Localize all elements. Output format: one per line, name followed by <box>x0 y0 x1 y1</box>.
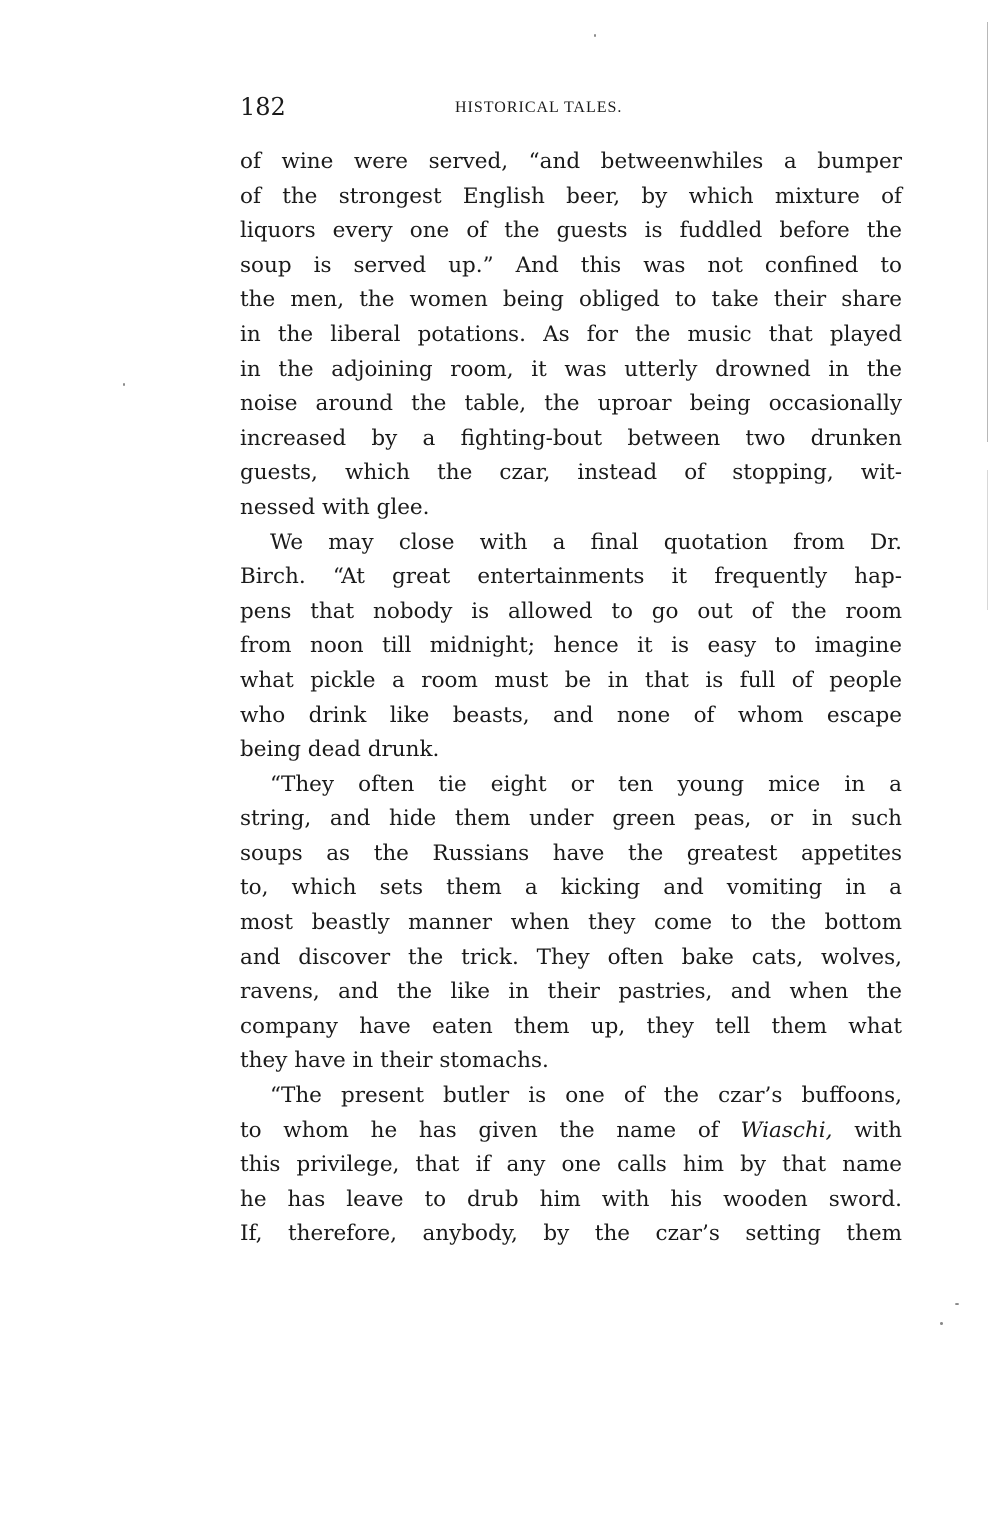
text-line: soups as the Russians have the greatest appetites <box>240 840 902 866</box>
text-line: of wine were served, “and betweenwhiles a bumper <box>240 149 902 174</box>
text-line: We may close with a final quotation from Dr. <box>270 529 902 555</box>
body-text <box>240 145 902 1252</box>
text-line: what pickle a room must be in that is full of people <box>240 667 902 693</box>
text-line: string, and hide them under green peas, or in such <box>240 806 902 832</box>
page-edge-line <box>987 470 988 610</box>
text-line: and discover the trick. They often bake cats, wolves, <box>240 944 902 970</box>
running-title: HISTORICAL TALES. <box>455 99 623 116</box>
paper-speck <box>594 34 596 37</box>
text-line: in the liberal potations. As for the music that played <box>240 321 902 347</box>
paper-speck <box>123 383 125 386</box>
text-line: If, therefore, anybody, by the czar’s setting them <box>240 1221 902 1247</box>
paper-speck <box>940 1322 943 1325</box>
text-line <box>240 1114 902 1149</box>
page-edge-line <box>987 22 988 442</box>
text-line: company have eaten them up, they tell them what <box>240 1013 902 1039</box>
text-line: being dead drunk. <box>240 737 440 763</box>
text-line: in the adjoining room, it was utterly drowned in the <box>240 356 902 382</box>
text-segment: with <box>832 1117 902 1143</box>
text-line: ravens, and the like in their pastries, and when the <box>240 979 902 1005</box>
text-line: who drink like beasts, and none of whom escape <box>240 702 902 728</box>
text-line: soup is served up.” And this was not confined to <box>240 252 902 278</box>
text-line: most beastly manner when they come to the bottom <box>240 910 902 936</box>
text-line: nessed with glee. <box>240 494 430 520</box>
italic-name: Wiaschi, <box>740 1117 833 1143</box>
text-line: to, which sets them a kicking and vomiting in a <box>240 875 902 901</box>
text-line: this privilege, that if any one calls him by that name <box>240 1152 902 1178</box>
text-line: liquors every one of the guests is fuddled before the <box>240 218 902 244</box>
text-line: from noon till midnight; hence it is easy to imagine <box>240 633 902 659</box>
text-segment: to whom he has given the name of <box>240 1117 741 1143</box>
text-line: Birch. “At great entertainments it frequently hap- <box>240 564 902 590</box>
text-line: of the strongest English beer, by which mixture of <box>240 183 902 209</box>
text-line: pens that nobody is allowed to go out of the room <box>240 598 902 624</box>
page-header <box>240 92 902 122</box>
page-number: 182 <box>240 93 286 121</box>
text-line: the men, the women being obliged to take their share <box>240 287 902 313</box>
text-line: noise around the table, the uproar being occasionally <box>240 391 902 417</box>
text-line: guests, which the czar, instead of stopping, wit- <box>240 460 902 486</box>
text-line: increased by a fighting-bout between two drunken <box>240 425 902 451</box>
text-line: “The present butler is one of the czar’s buffoons, <box>270 1083 902 1109</box>
text-line: “They often tie eight or ten young mice in a <box>270 771 902 797</box>
paper-speck <box>955 1303 959 1305</box>
text-line: they have in their stomachs. <box>240 1048 549 1074</box>
text-line: he has leave to drub him with his wooden sword. <box>240 1186 902 1212</box>
